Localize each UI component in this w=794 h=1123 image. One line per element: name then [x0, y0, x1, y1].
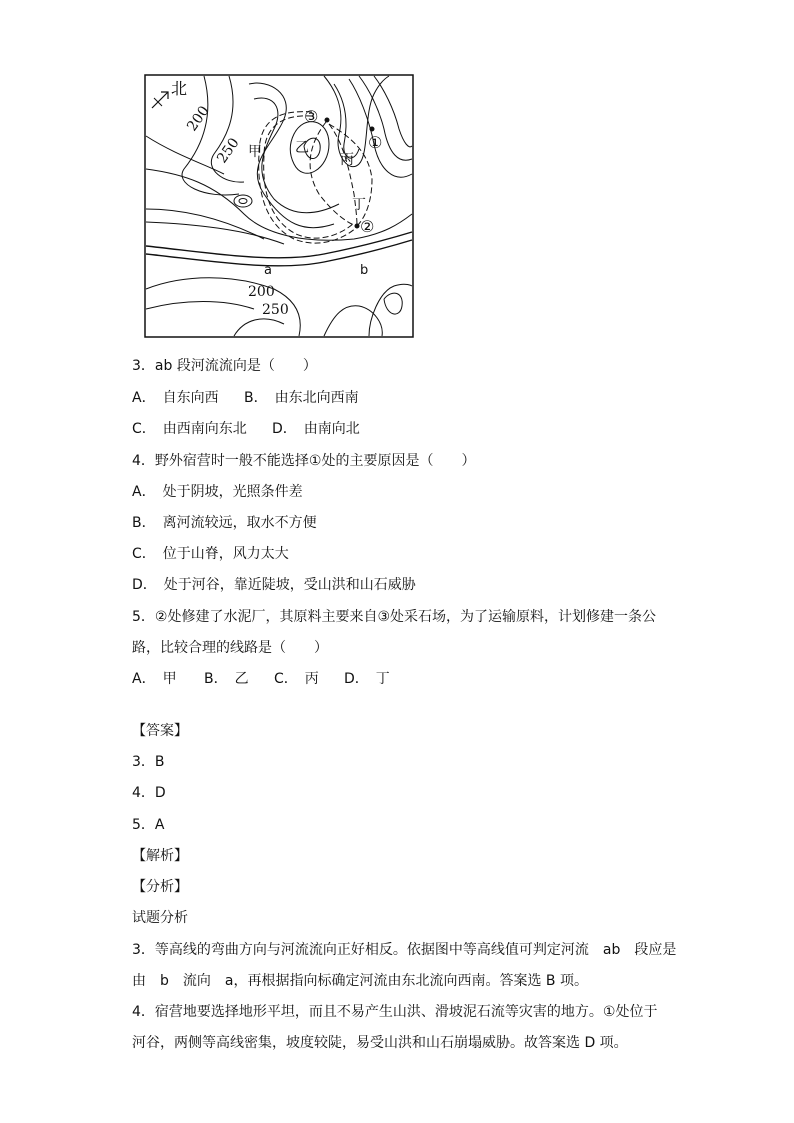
point-label-3: ③	[304, 107, 319, 126]
route-label-ding: 丁	[352, 197, 366, 213]
route-label-yi: 乙	[295, 140, 309, 156]
q3-options-row2	[132, 419, 360, 439]
river-point-a: a	[264, 263, 272, 278]
map-frame	[145, 75, 413, 337]
analysis-p3-line2: 由 b 流向 a，再根据指向标确定河流由东北流向西南。答案选 B 项。	[132, 973, 588, 989]
route-label-bing: 丙	[340, 152, 354, 168]
analysis-p4-line1: 4．宿营地要选择地形平坦，而且不易产生山洪、滑坡泥石流等灾害的地方。①处位于	[132, 1004, 658, 1020]
q5-option-a: A． 甲	[132, 671, 177, 687]
q4-option-d: D． 处于河谷，靠近陡坡，受山洪和山石威胁	[132, 577, 416, 593]
analysis-p3-line1: 3．等高线的弯曲方向与河流流向正好相反。依据图中等高线值可判定河流 ab 段应是	[132, 942, 677, 958]
contour-label-250-upper: 250	[214, 135, 243, 167]
q3-option-a: A． 自东向西	[132, 390, 219, 406]
q4-stem: 4．野外宿营时一般不能选择①处的主要原因是（ ）	[132, 453, 476, 469]
point-label-1: ①	[368, 133, 383, 152]
route-label-jia: 甲	[248, 144, 262, 160]
q5-stem-line1: 5．②处修建了水泥厂，其原料主要来自③处采石场，为了运输原料，计划修建一条公	[132, 609, 657, 625]
q5-option-d: D． 丁	[344, 671, 390, 687]
river-point-b: b	[360, 263, 369, 278]
q4-option-a: A． 处于阴坡，光照条件差	[132, 484, 303, 500]
q3-options-row1	[132, 388, 359, 408]
q3-option-c: C． 由西南向东北	[132, 421, 247, 437]
north-label: 北	[171, 79, 188, 98]
analysis-subheading: 【分析】	[132, 879, 188, 895]
answer-item-4: 4．D	[132, 785, 166, 801]
point-3-marker	[325, 118, 330, 123]
q5-option-c: C． 丙	[274, 671, 319, 687]
q5-options-row	[132, 669, 390, 689]
q5-stem-line2: 路，比较合理的线路是（ ）	[132, 640, 328, 656]
point-1-marker	[370, 127, 375, 132]
answer-item-3: 3．B	[132, 754, 165, 770]
contour-label-200-upper: 200	[184, 103, 213, 135]
contour-label-250-lower: 250	[262, 302, 289, 318]
topographic-map	[144, 74, 414, 338]
point-2-marker	[355, 224, 360, 229]
q3-option-d: D． 由南向北	[272, 421, 360, 437]
topographic-map-svg	[144, 74, 414, 338]
q3-stem: 3．ab 段河流流向是（ ）	[132, 358, 317, 374]
analysis-intro: 试题分析	[132, 910, 188, 926]
q3-option-b: B． 由东北向西南	[244, 390, 359, 406]
contour-label-200-lower: 200	[248, 284, 275, 300]
analysis-heading: 【解析】	[132, 848, 188, 864]
q4-option-c: C． 位于山脊，风力太大	[132, 546, 289, 562]
point-label-2: ②	[360, 217, 375, 236]
answer-heading: 【答案】	[132, 723, 188, 739]
q4-option-b: B． 离河流较远，取水不方便	[132, 515, 317, 531]
analysis-p4-line2: 河谷，两侧等高线密集，坡度较陡，易受山洪和山石崩塌威胁。故答案选 D 项。	[132, 1035, 628, 1051]
answer-item-5: 5．A	[132, 817, 165, 833]
q5-option-b: B． 乙	[204, 671, 249, 687]
